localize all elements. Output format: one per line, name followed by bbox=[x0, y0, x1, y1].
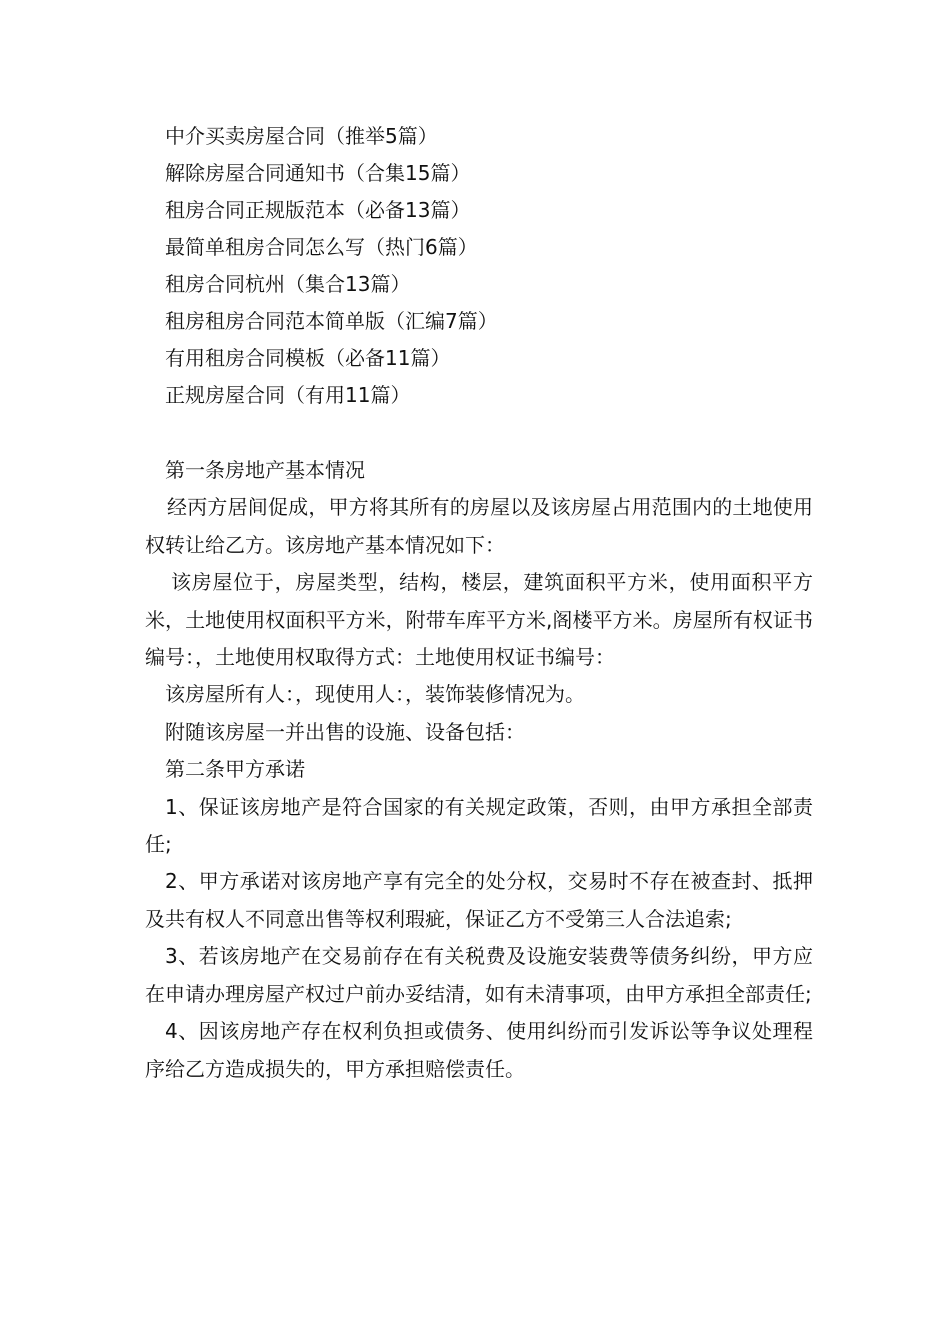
article-1-heading: 第一条房地产基本情况 bbox=[165, 458, 365, 482]
article-2-heading: 第二条甲方承诺 bbox=[165, 757, 305, 782]
facilities-paragraph: 附随该房屋一并出售的设施、设备包括： bbox=[165, 719, 525, 744]
owner-paragraph: 该房屋所有人：，现使用人：，装饰装修情况为。 bbox=[165, 682, 585, 707]
property-details-paragraph: 该房屋位于，房屋类型，结构，楼层，建筑面积平方米，使用面积平方米，土地使用权面积平方米，附带车库平方米,阁楼平方米。房屋所有权证书编号：，土地使用权取得方式：土地使用权证书编号： bbox=[145, 570, 813, 670]
related-contract-link[interactable]: 租房租房合同范本简单版（汇编7篇） bbox=[165, 309, 498, 333]
promise-item: 1、保证该房地产是符合国家的有关规定政策，否则，由甲方承担全部责任; bbox=[145, 794, 813, 857]
related-contract-link[interactable]: 最简单租房合同怎么写（热门6篇） bbox=[165, 235, 478, 259]
article-1-paragraph: 经丙方居间促成，甲方将其所有的房屋以及该房屋占用范围内的土地使用权转让给乙方。该房地产基本情况如下： bbox=[145, 495, 813, 557]
related-contracts-list bbox=[165, 118, 865, 414]
related-contract-link[interactable]: 正规房屋合同（有用11篇） bbox=[165, 383, 411, 407]
related-contract-link[interactable]: 解除房屋合同通知书（合集15篇） bbox=[165, 161, 471, 185]
promise-item: 2、甲方承诺对该房地产享有完全的处分权，交易时不存在被查封、抵押及共有权人不同意出售等权利瑕疵，保证乙方不受第三人合法追索; bbox=[145, 869, 813, 931]
related-contract-link[interactable]: 有用租房合同模板（必备11篇） bbox=[165, 346, 451, 370]
related-contract-link[interactable]: 中介买卖房屋合同（推举5篇） bbox=[165, 124, 438, 148]
related-contract-link[interactable]: 租房合同正规版范本（必备13篇） bbox=[165, 198, 471, 222]
related-contract-link[interactable]: 租房合同杭州（集合13篇） bbox=[165, 272, 411, 296]
promise-item: 3、若该房地产在交易前存在有关税费及设施安装费等债务纠纷，甲方应在申请办理房屋产权过户前办妥结清，如有未清事项，由甲方承担全部责任; bbox=[145, 944, 813, 1006]
promise-item: 4、因该房地产存在权利负担或债务、使用纠纷而引发诉讼等争议处理程序给乙方造成损失的，甲方承担赔偿责任。 bbox=[145, 1019, 813, 1081]
contract-body bbox=[145, 452, 813, 1088]
